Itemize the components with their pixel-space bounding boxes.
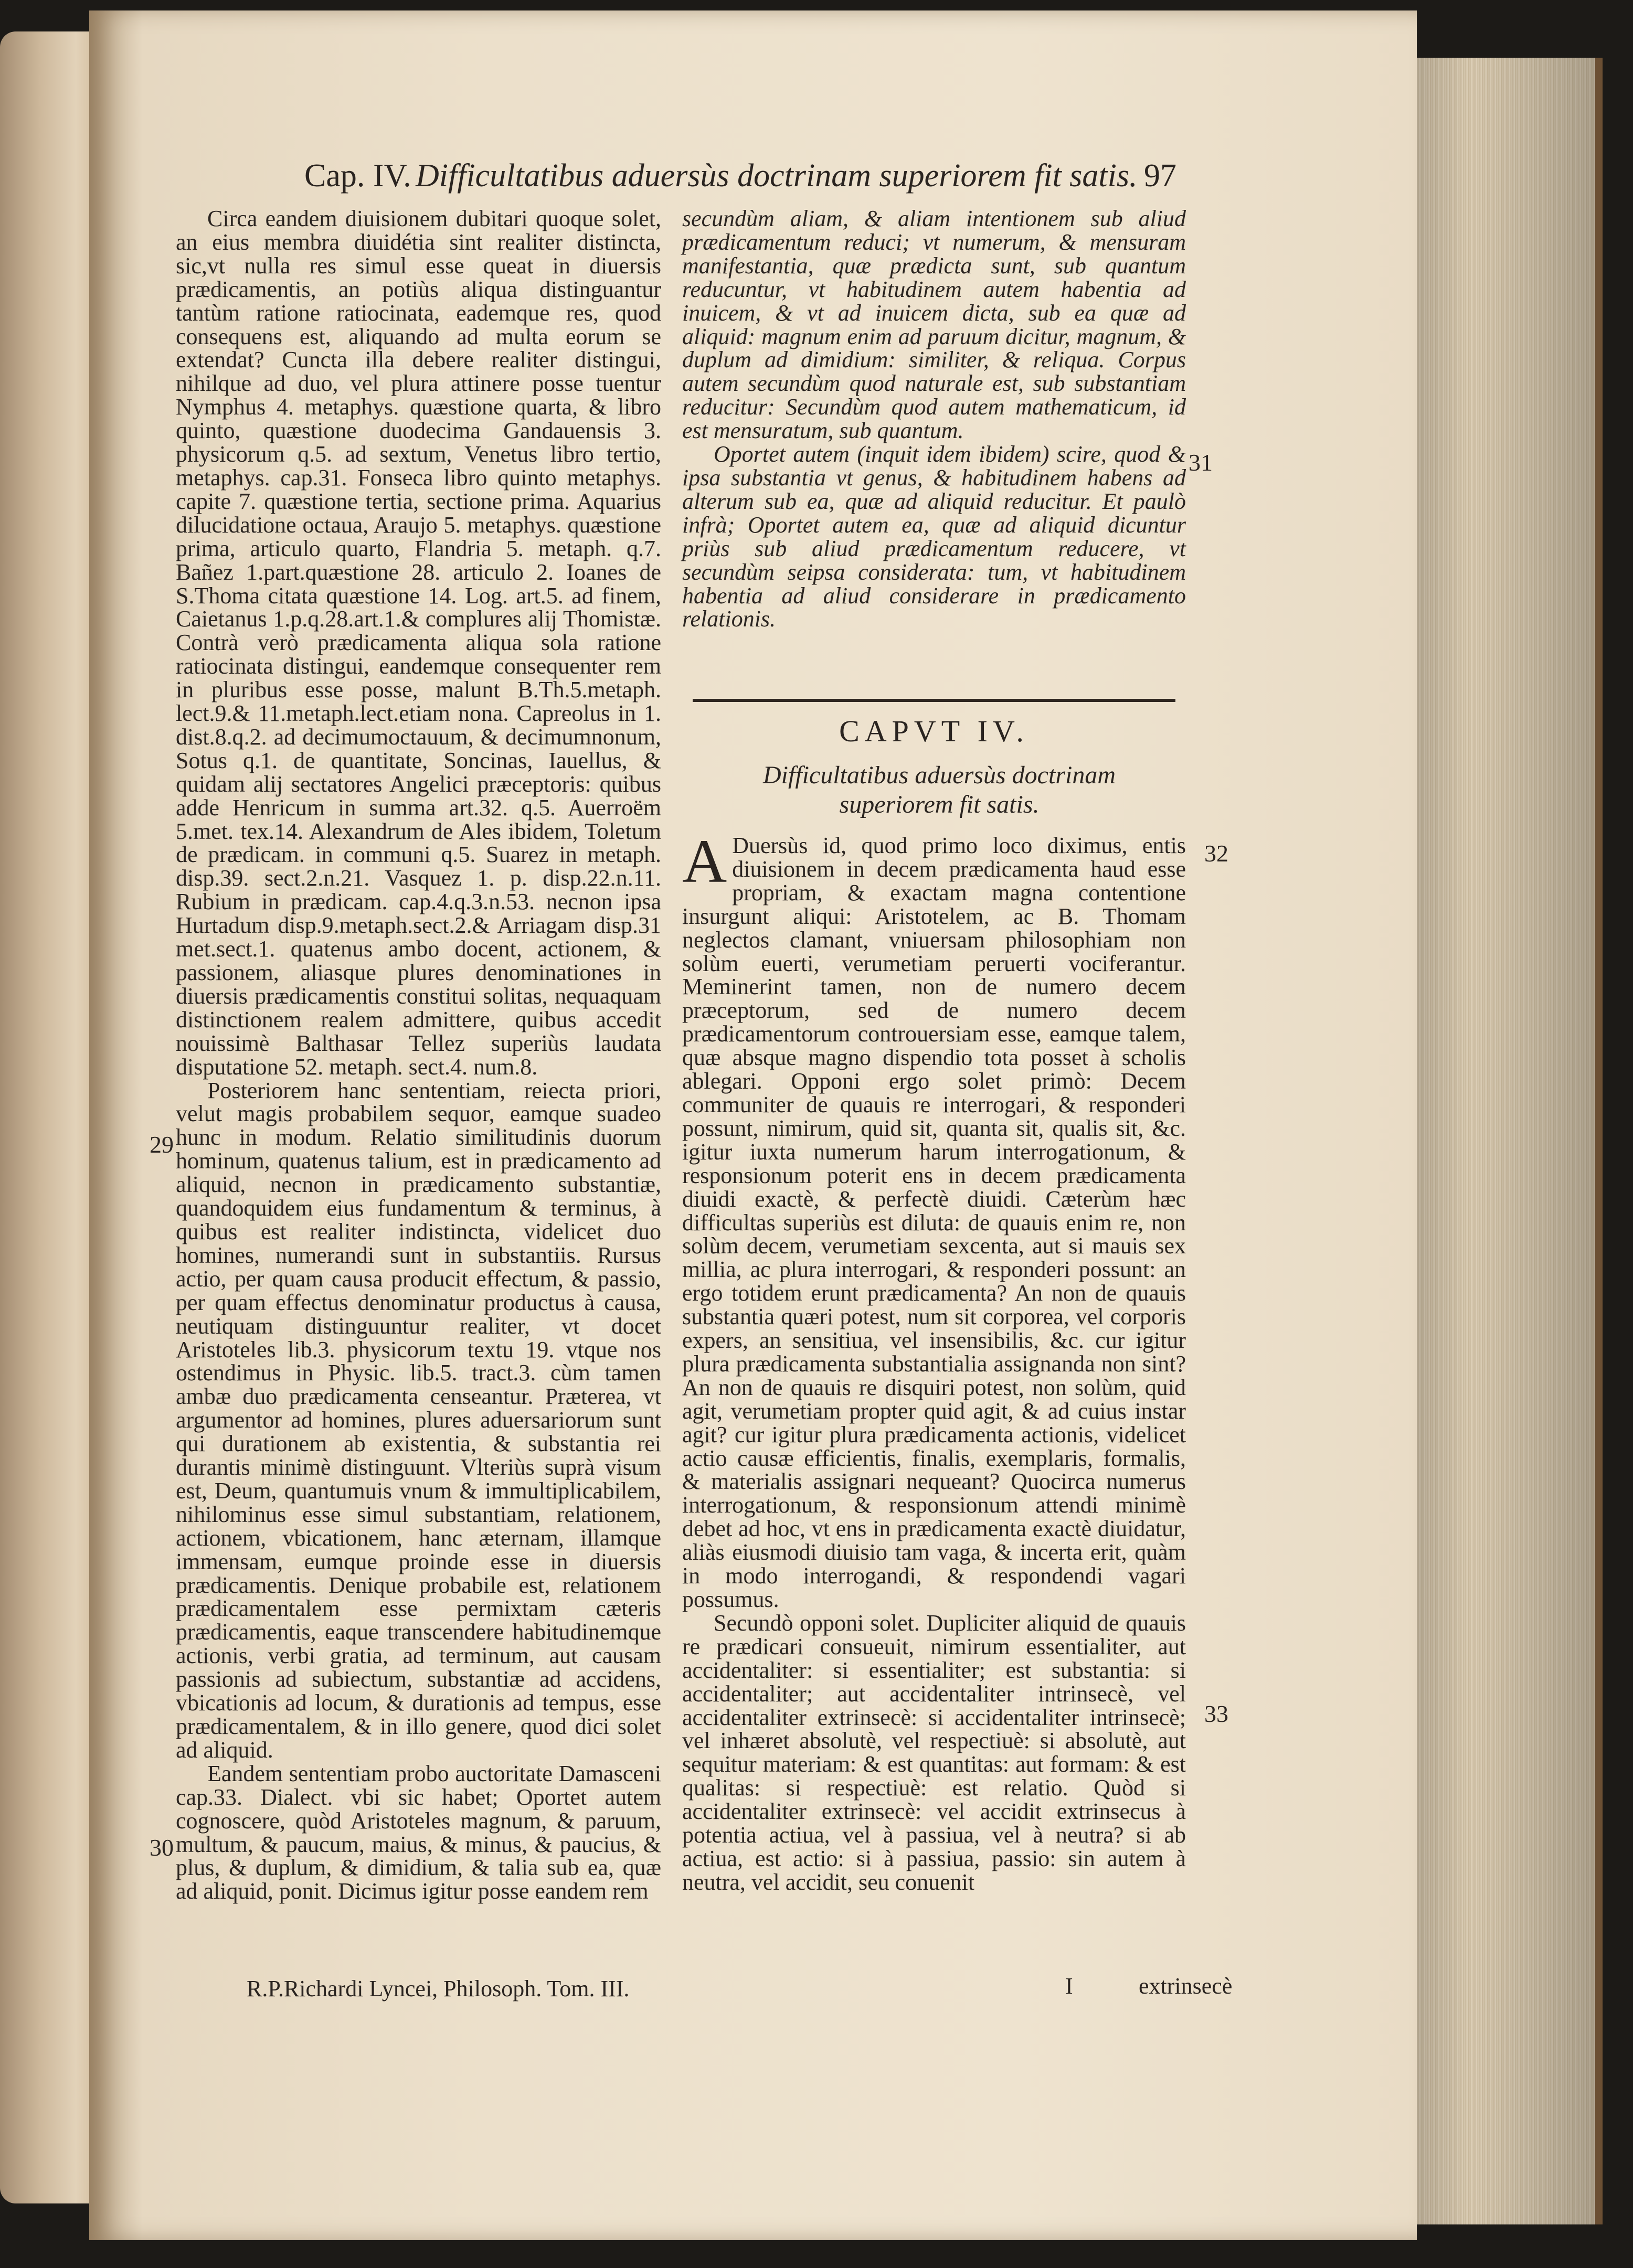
paragraph-32-text: Duersùs id, quod primo loco diximus, entis diuisionem in decem prædicamenta haud esse propriam, & exactam magna contentione insurgunt aliqui: Aristotelem, ac B. Thomam neglectos clamant, vniuersam philosophiam non solùm euerti, verumetiam peruerti vociferantur. Meminerint tamen, non de numero decem præceptorum, sed de numero decem prædicamentorum controuersiam esse, eamque talem, quæ absque magno dispendio tota posset à scholis ablegari. Opponi ergo solet primò: Decem communiter de quauis re interrogari, & responderi possunt, nimirum, quid sit, quanta sit, qualis sit, &c. igitur iuxta numerum harum interrogationum, & responsionum poterit ens in decem prædicamenta diuidi exactè, & perfectè diuidi. Cæterùm hæc difficultas superiùs est diluta: de quauis enim re, non solùm decem, verumetiam sexcenta, aut si mauis sex millia, ac plura interrogari, & responderi possunt: an ergo totidem erunt prædicamenta? An non de quauis substantia quæri potest, num sit corporea, vel corporis expers, an sensitiua, vel insensibilis, &c. cur igitur plura prædicamenta substantialia assignanda non sint? An non de quauis re disquiri potest, non solùm, quid agit, verumetiam propter quid agit, & ad cuius instar agit? cur igitur plura prædicamenta actionis, videlicet actio causæ efficientis, finalis, exemplaris, formalis, & materialis assignari nequeant? Quocirca numerus interrogationum, & responsionum attendi minimè debet ad hoc, vt ens in prædicamenta exactè diuidatur, aliàs eiusmodi diuisio tam vaga, & incerta erit, quàm in modo interrogandi, & respondendi vagari possumus. [682, 833, 1186, 1612]
margin-number-32: 32 [1204, 840, 1228, 867]
paragraph-32 [682, 827, 1186, 1612]
page-number: 97 [1144, 158, 1176, 194]
signature-line: R.P.Richardi Lyncei, Philosoph. Tom. III. [247, 1976, 630, 2001]
header-chapter: Cap. IV. [304, 158, 411, 194]
chapter-heading: CAPVT IV. [839, 714, 1029, 748]
catchword: extrinsecè [1139, 1973, 1233, 1999]
right-column-top [682, 207, 1186, 631]
drop-cap: A [682, 827, 727, 896]
book-fore-edge [1417, 58, 1603, 2224]
running-header [294, 157, 1186, 205]
chapter-subtitle: Difficultatibus aduersùs doctrinam superiorem fit satis. [763, 761, 1116, 818]
quotation-continued: secundùm aliam, & aliam intentionem sub aliud prædicamentum reduci; vt numerum, & mensuram manifestantia, quæ prædicta sunt, sub quantum reducuntur, vt habitudinem autem habentia ad inuicem, & vt ad inuicem dicta, sub ea quæ ad aliquid: magnum enim ad paruum dicitur, magnum, & duplum ad dimidium: similiter, & reliqua. Corpus autem secundùm quod naturale est, sub substantiam reducitur: Secundùm quod autem mathematicum, id est mensuratum, sub quantum. [682, 206, 1186, 444]
section-rule [693, 699, 1175, 702]
paragraph-28: Circa eandem diuisionem dubitari quoque solet, an eius membra diuidétia sint realiter distincta, sic,vt nulla res simul esse queat in diuersis prædicamentis, an potiùs aliqua distinguantur tantùm ratione ratiocinata, eademque res, quod consequens est, aliquando ad multa eorum se extendat? Cuncta illa debere realiter distingui, nihilque ad duo, vel plura attinere posse tuentur Nymphus 4. metaphys. quæstione quarta, & libro quinto, quæstione duodecima Gandauensis 3. physicorum q.5. ad sextum, Venetus libro tertio, metaphys. cap.31. Fonseca libro quinto metaphys. capite 7. quæstione tertia, sectione prima. Aquarius dilucidatione octaua, Araujo 5. metaphys. quæstione prima, articulo quarto, Flandria 5. metaph. q.7. Bañez 1.part.quæstione 28. articulo 2. Ioanes de S.Thoma citata quæstione 14. Log. art.5. ad finem, Caietanus 1.p.q.28.art.1.& complures alij Thomistæ. Contrà verò prædicamenta aliqua sola ratione ratiocinata distingui, eandemque consequenter rem in pluribus esse posse, malunt B.Th.5.metaph. lect.9.& 11.metaph.lect.etiam nona. Capreolus in 1. dist.8.q.2. ad decimumoctauum, & decimumnonum, Sotus q.1. de quantitate, Soncinas, Iauellus, & quidam alij sectatores Angelici præceptoris: quibus adde Henricum in summa art.32. q.5. Auerroëm 5.met. tex.14. Alexandrum de Ales ibidem, Toletum de prædicam. in communi q.5. Suarez in metaph. disp.39. sect.2.n.21. Vasquez 1. p. disp.22.n.11. Rubium in prædicam. cap.4.q.3.n.53. necnon ipsa Hurtadum disp.9.metaph.sect.2.& Arriagam disp.31 met.sect.1. quatenus ambo docent, actionem, & passionem, aliasque plures denominationes in diuersis prædicamentis constitui solitas, nequaquam distinctionem realem admittere, quibus accedit nouissimè Balthasar Tellez superiùs laudata disputatione 52. metaph. sect.4. num.8. [176, 206, 661, 1080]
previous-page-edge [0, 31, 89, 2203]
paragraph-33: Secundò opponi solet. Dupliciter aliquid de quauis re prædicari consueuit, nimirum essentialiter, aut accidentaliter: si essentialiter; est substantia: si accidentaliter; aut accidentaliter intrinsecè, vel accidentaliter extrinsecè: si accidentaliter intrinsecè; vel inhæret absolutè, vel respectiuè: si absolutè, aut sequitur materiam: & est quantitas: aut formam: & est qualitas: si respectiuè: est relatio. Quòd si accidentaliter extrinsecè: vel accidit extrinsecus à potentia actiua, vel à passiua, vel à neutra? si ab actiua, est actio: si à passiua, passio: sin autem à neutra, vel accidit, seu conuenit [682, 1610, 1186, 1895]
paragraph-30: Eandem sententiam probo auctoritate Damasceni cap.33. Dialect. vbi sic habet; Oportet autem cognoscere, quòd Aristoteles magnum, & paruum, multum, & paucum, maius, & minus, & paucius, & plus, & duplum, & dimidium, & talia sub ea, quæ ad aliquid, ponit. Dicimus igitur posse eandem rem [176, 1760, 661, 1904]
margin-number-33: 33 [1204, 1700, 1228, 1727]
margin-number-29: 29 [150, 1131, 174, 1158]
margin-number-30: 30 [150, 1834, 174, 1861]
paragraph-29: Posteriorem hanc sententiam, reiecta priori, velut magis probabilem sequor, eamque suadeo hunc in modum. Relatio similitudinis duorum hominum, quatenus talium, est in prædicamento ad aliquid, necnon in prædicamento substantiæ, quandoquidem eius fundamentum & terminus, à quibus est realiter indistincta, videlicet duo homines, numerandi sunt in substantiis. Rursus actio, per quam causa producit effectum, & passio, per quam effectus denominatur productus à causa, neutiquam distinguuntur realiter, vt docet Aristoteles lib.3. physicorum textu 19. vtque nos ostendimus in Physic. lib.5. tract.3. cùm tamen ambæ duo prædicamenta censeantur. Præterea, vt argumentor ad homines, plures aduersariorum sunt qui durationem ab existentia, & substantia rei durantis minimè distinguunt. Vlteriùs suprà visum est, Deum, quantumuis vnum & immultiplicabilem, nihilominus esse simul substantiam, relationem, actionem, vbicationem, hanc æternam, illamque immensam, eumque proinde esse in diuersis prædicamentis. Denique probabile est, relationem prædicamentalem esse permixtam cæteris prædicamentis, eaque transcendere habitudinemque actionis, verbi gratia, ad terminum, aut causam passionis ad subiectum, substantiæ ad accidens, vbicationis ad locum, & durationis ad tempus, esse prædicamentalem, & in illo genere, quod dici solet ad aliquid. [176, 1077, 661, 1763]
margin-number-31: 31 [1189, 449, 1213, 476]
signature-mark: I [1065, 1973, 1073, 1999]
right-column-bottom [682, 827, 1186, 1895]
paragraph-31: Oportet autem (inquit idem ibidem) scire, quod & ipsa substantia vt genus, & habitudinem habens ad alterum sub ea, quæ ad aliquid reducitur. Et paulò infrà; Oportet autem ea, quæ ad aliquid dicuntur priùs sub aliud prædicamentum reducere, vt secundùm seipsa considerata: tum, vt habitudinem habentia ad aliud considerare in prædicamento relationis. [682, 441, 1186, 632]
header-title: Difficultatibus aduersùs doctrinam superiorem fit satis. [416, 158, 1138, 194]
left-column [176, 207, 661, 1903]
